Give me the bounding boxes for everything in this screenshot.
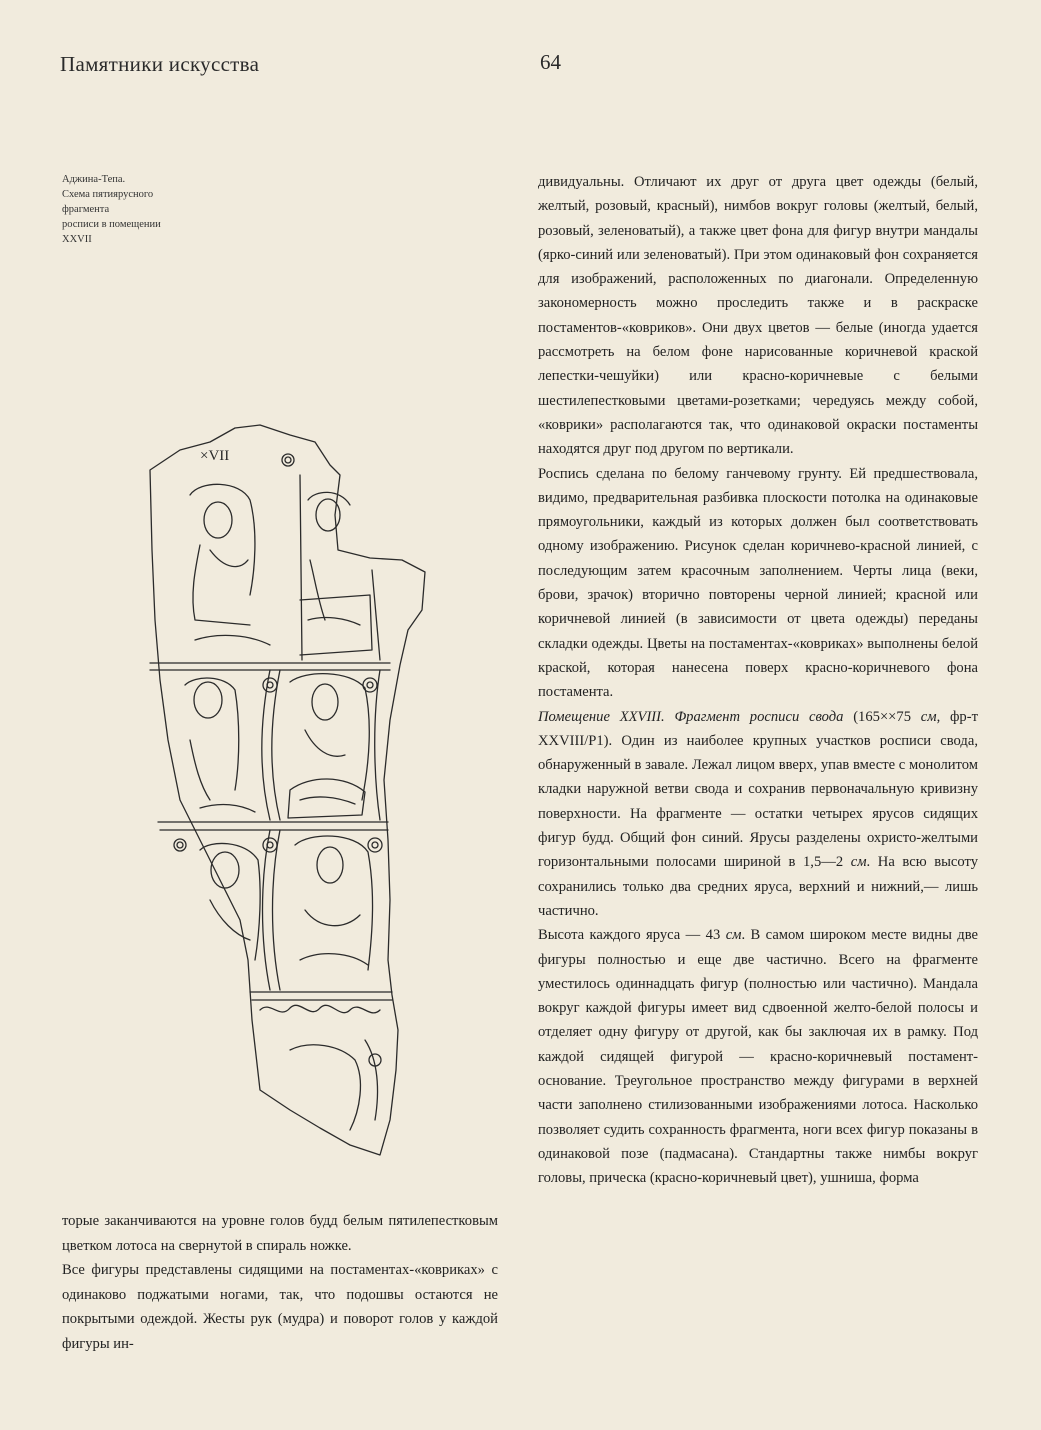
text-run: Высота каждого яруса — 43 xyxy=(538,927,726,944)
fresco-line-drawing xyxy=(140,420,440,1160)
right-column-text xyxy=(538,170,978,1190)
text-run: . На всю высоту сохранились только два средних яруса, верхний и нижний,— лишь частично. xyxy=(538,854,978,919)
fresco-sketch-figure xyxy=(140,420,440,1160)
section-heading: Помещение XXVIII. Фрагмент росписи свода xyxy=(538,708,844,725)
caption-line: фрагмента xyxy=(62,204,110,215)
paragraph: Все фигуры представлены сидящими на постаментах-«ковриках» с одинаково поджатыми ногами, так, что подошвы остаются не покрытыми одеждой. Жесты рук (мудра) и поворот голов у каждой фигуры ин- xyxy=(62,1262,498,1352)
text-run: ×75 xyxy=(888,708,921,725)
figure-inscription: ×VII xyxy=(200,448,230,464)
running-title: Памятники искусства xyxy=(60,52,260,76)
caption-line: росписи в помещении xyxy=(62,219,161,230)
paragraph xyxy=(538,705,978,924)
paragraph: Роспись сделана по белому ганчевому грунту. Ей предшествовала, видимо, предварительная разбивка плоскости потолка на одинаковые прямоугольники, каждый из которых должен был соответствовать одному изображению. Рисунок сделан коричнево-красной линией, с последующим затем красочным заполнением. Черты лица (веки, брови, зрачок) вторично повторены черной линией; красной или коричневой линией (в зависимости от цвета одежды) переданы складки одежды. Цветы на постаментах-«ковриках» выполнены белой краской, которая нанесена поверх красно-коричневого фона постамента. xyxy=(538,465,978,701)
caption-line: XXVII xyxy=(62,234,92,245)
unit-text: см xyxy=(725,927,742,944)
caption-line: Схема пятиярусного xyxy=(62,189,154,200)
caption-line: Аджина-Тепа. xyxy=(62,174,126,185)
paragraph xyxy=(538,923,978,1190)
text-run: (165× xyxy=(843,708,889,725)
figure-caption xyxy=(62,172,232,247)
left-column-text xyxy=(62,1209,498,1357)
page-number: 64 xyxy=(540,50,561,74)
text-run: , фр-т XXVIII/P1). Один из наиболее крупных участков росписи свода, обнаруженный в завале. Лежал лицом вверх, упав вместе с монолитом кладки наружной ветви свода и сохранив первоначальную кривизну поверхности. На фрагменте — остатки четырех ярусов сидящих фигур будд. Общий фон синий. Ярусы разделены охристо-желтыми горизонтальными полосами шириной в 1,5—2 xyxy=(538,708,978,871)
paragraph: дивидуальны. Отличают их друг от друга цвет одежды (белый, желтый, розовый, красный), нимбов вокруг головы (желтый, белый, розовый, зеленоватый), а также цвет фона для фигур внутри мандалы (ярко-синий или зеленоватый). При этом одинаковый фон сохраняется для изображений, расположенных по диагонали. Определенную закономерность можно проследить также и в раскраске постаментов-«ковриков». Они двух цветов — белые (иногда удается рассмотреть на белом фоне нарисованные коричневой краской лепестки-чешуйки) или красно-коричневые с белыми шестилепестковыми цветами-розетками; чередуясь между собой, «коврики» располагаются так, что одинаковой окраски постаменты находятся друг под другом по вертикали. xyxy=(538,174,978,458)
unit-text: см xyxy=(920,708,937,725)
paragraph: торые заканчиваются на уровне голов будд белым пятилепестковым цветком лотоса на свернутой в спираль ножке. xyxy=(62,1213,498,1254)
text-run: . В самом широком месте видны две фигуры полностью и еще две частично. Всего на фрагменте уместилось одиннадцать фигур (полностью или частично). Мандала вокруг каждой фигуры имеет вид сдвоенной желто-белой полосы и отделяет одну фигуру от другой, как бы заключая их в рамку. Под каждой сидящей фигурой — красно-коричневый постамент-основание. Треугольное пространство между фигурами в верхней части заполнено стилизованными изображениями лотоса. Насколько позволяет судить сохранность фрагмента, ноги всех фигур показаны в одинаковой позе (падмасана). Стандартны также нимбы вокруг головы, прическа (красно-коричневый цвет), ушниша, форма xyxy=(538,927,979,1187)
unit-text: см xyxy=(850,854,867,871)
